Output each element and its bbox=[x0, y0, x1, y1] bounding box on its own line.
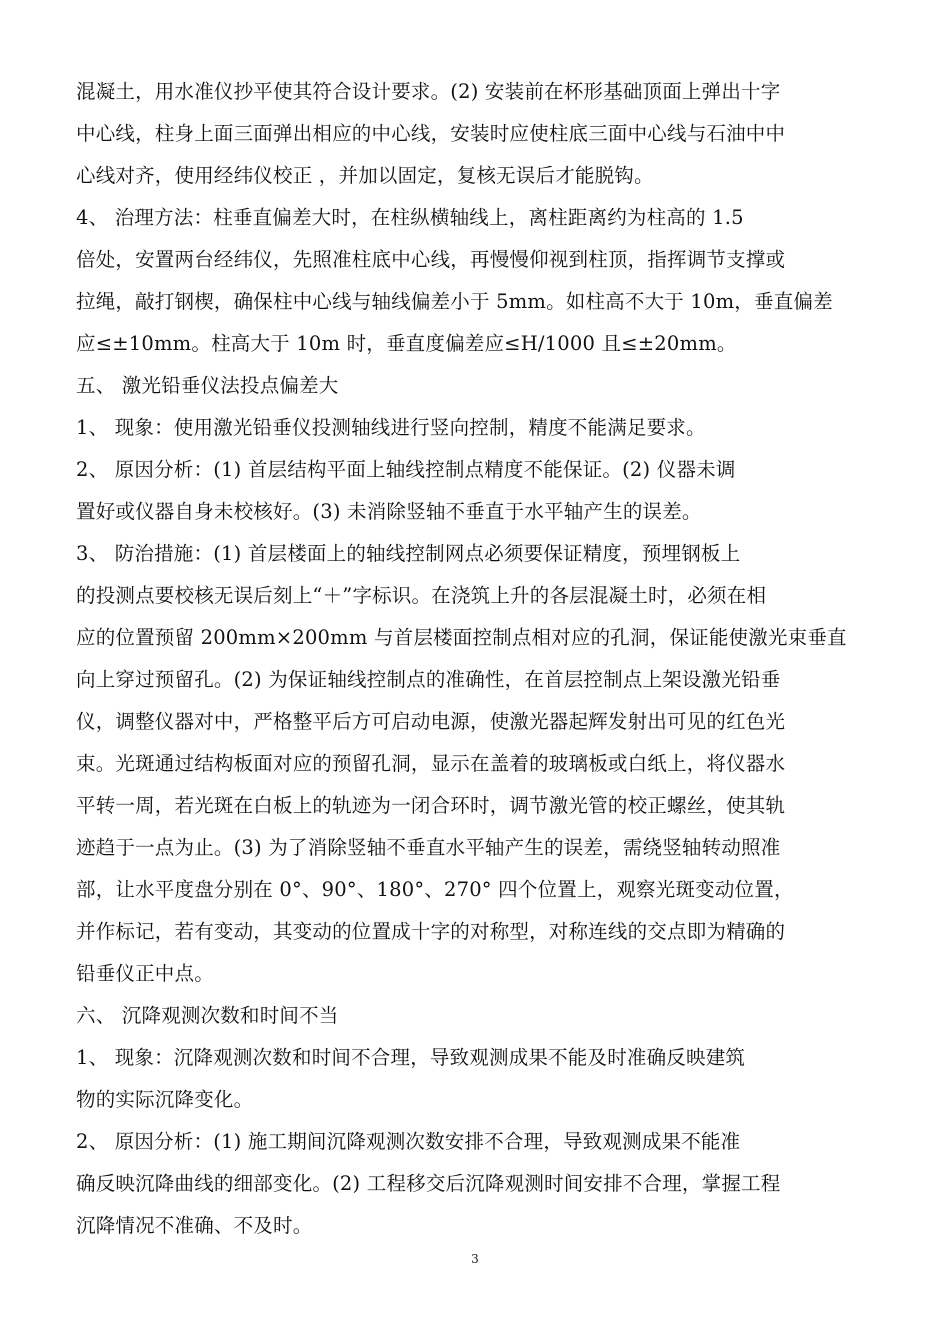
text-line: 混凝土，用水准仪抄平使其符合设计要求。(2) 安装前在杯形基础顶面上弹出十字 bbox=[76, 80, 781, 103]
section-heading: 六、 沉降观测次数和时间不当 bbox=[76, 1004, 339, 1027]
text-line: 向上穿过预留孔。(2) 为保证轴线控制点的准确性，在首层控制点上架设激光铅垂 bbox=[76, 668, 781, 691]
text-line: 迹趋于一点为止。(3) 为了消除竖轴不垂直水平轴产生的误差，需绕竖轴转动照准 bbox=[76, 836, 781, 859]
text-line: 4、 治理方法：柱垂直偏差大时，在柱纵横轴线上，离柱距离约为柱高的 1.5 bbox=[76, 206, 744, 229]
text-line: 3、 防治措施：(1) 首层楼面上的轴线控制网点必须要保证精度，预埋钢板上 bbox=[76, 542, 741, 565]
text-line: 确反映沉降曲线的细部变化。(2) 工程移交后沉降观测时间安排不合理，掌握工程 bbox=[76, 1172, 781, 1195]
text-line: 心线对齐，使用经纬仪校正 ，并加以固定，复核无误后才能脱钩。 bbox=[76, 164, 654, 187]
text-line: 平转一周，若光斑在白板上的轨迹为一闭合环时，调节激光管的校正螺丝，使其轨 bbox=[76, 794, 786, 817]
text-line: 部，让水平度盘分别在 0°、90°、180°、270° 四个位置上，观察光斑变动位置， bbox=[76, 878, 794, 901]
text-line: 应≤±10mm。柱高大于 10m 时，垂直度偏差应≤H/1000 且≤±20mm。 bbox=[76, 332, 737, 355]
text-line: 中心线，柱身上面三面弹出相应的中心线，安装时应使柱底三面中心线与石油中中 bbox=[76, 122, 786, 145]
page-number: 3 bbox=[471, 1252, 479, 1266]
text-line: 铅垂仪正中点。 bbox=[76, 962, 214, 985]
text-line: 物的实际沉降变化。 bbox=[76, 1088, 254, 1111]
text-line: 束。光斑通过结构板面对应的预留孔洞，显示在盖着的玻璃板或白纸上，将仪器水 bbox=[76, 752, 786, 775]
text-line: 的投测点要校核无误后刻上“＋”字标识。在浇筑上升的各层混凝土时，必须在相 bbox=[76, 584, 767, 607]
section-heading: 五、 激光铅垂仪法投点偏差大 bbox=[76, 374, 339, 397]
text-line: 1、 现象：沉降观测次数和时间不合理，导致观测成果不能及时准确反映建筑 bbox=[76, 1046, 746, 1069]
text-line: 应的位置预留 200mm×200mm 与首层楼面控制点相对应的孔洞，保证能使激光束垂直 bbox=[76, 626, 847, 649]
text-line: 2、 原因分析：(1) 施工期间沉降观测次数安排不合理，导致观测成果不能准 bbox=[76, 1130, 741, 1153]
text-line: 沉降情况不准确、不及时。 bbox=[76, 1214, 313, 1237]
text-line: 2、 原因分析：(1) 首层结构平面上轴线控制点精度不能保证。(2) 仪器未调 bbox=[76, 458, 736, 481]
text-line: 1、 现象：使用激光铅垂仪投测轴线进行竖向控制，精度不能满足要求。 bbox=[76, 416, 706, 439]
text-line: 倍处，安置两台经纬仪，先照准柱底中心线，再慢慢仰视到柱顶，指挥调节支撑或 bbox=[76, 248, 786, 271]
text-line: 置好或仪器自身未校核好。(3) 未消除竖轴不垂直于水平轴产生的误差。 bbox=[76, 500, 702, 523]
text-line: 拉绳，敲打钢楔，确保柱中心线与轴线偏差小于 5mm。如柱高不大于 10m，垂直偏差 bbox=[76, 290, 833, 313]
text-line: 并作标记，若有变动，其变动的位置成十字的对称型，对称连线的交点即为精确的 bbox=[76, 920, 786, 943]
text-line: 仪，调整仪器对中，严格整平后方可启动电源，使激光器起辉发射出可见的红色光 bbox=[76, 710, 786, 733]
